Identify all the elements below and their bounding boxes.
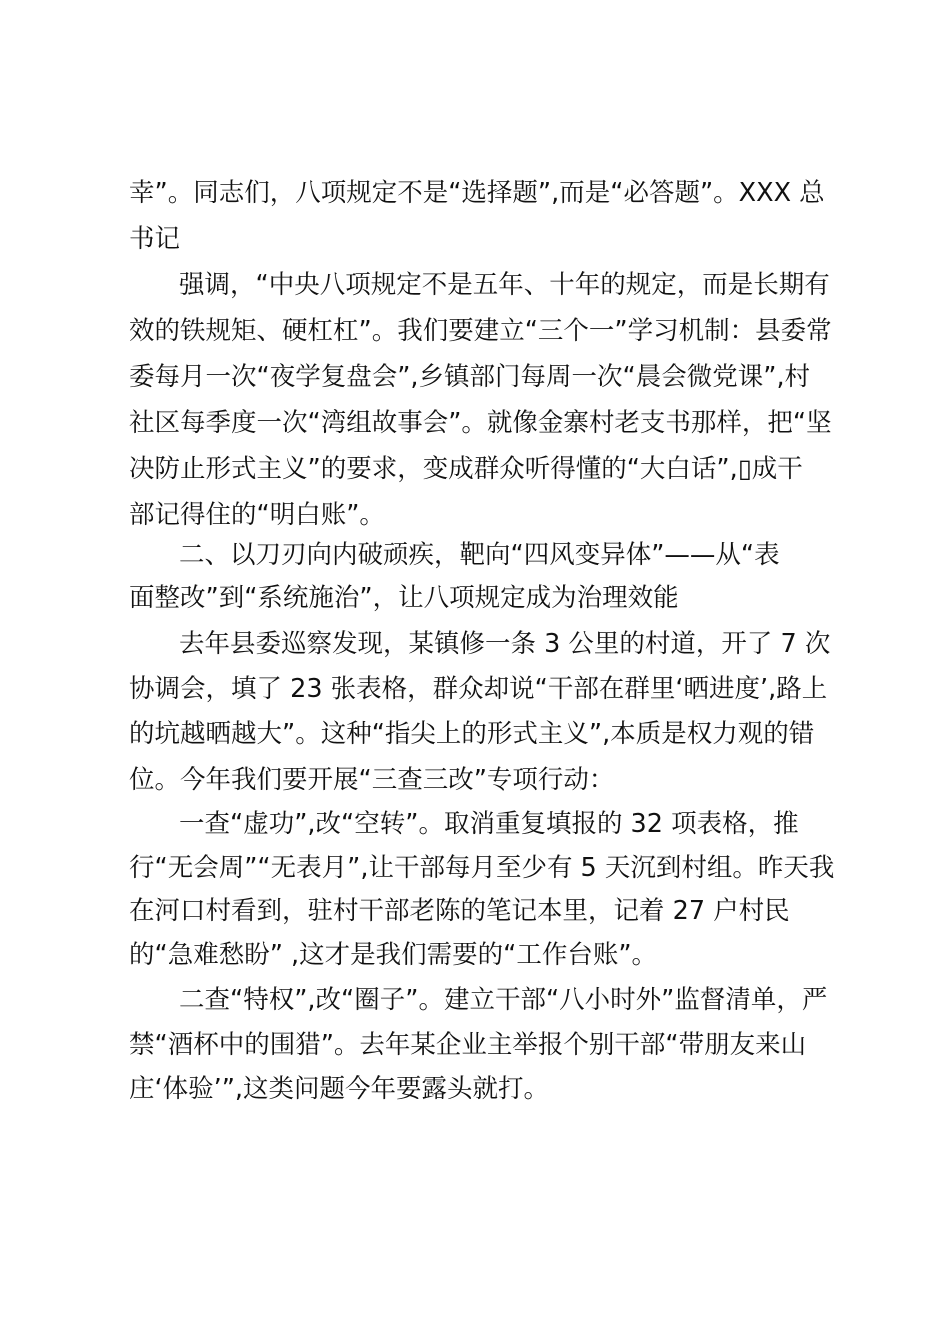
paragraph-line: 效的铁规矩、硬杠杠”。我们要建立“三个一”学习机制：县委常 bbox=[129, 316, 832, 346]
paragraph-line: 协调会，填了 23 张表格，群众却说“干部在群里‘晒进度’,路上 bbox=[129, 674, 828, 704]
paragraph-line: 决防止形式主义”的要求，变成群众听得懂的“大白话”,▯成干 bbox=[129, 454, 803, 484]
paragraph-line: 的“急难愁盼” ,这才是我们需要的“工作台账”。 bbox=[129, 940, 658, 970]
section-heading-line: 面整改”到“系统施治”，让八项规定成为治理效能 bbox=[129, 583, 679, 613]
paragraph-line: 在河口村看到，驻村干部老陈的笔记本里，记着 27 户村民 bbox=[129, 896, 790, 926]
paragraph-line: 幸”。同志们，八项规定不是“选择题”,而是“必答题”。XXX 总 bbox=[129, 178, 825, 208]
paragraph-line: 社区每季度一次“湾组故事会”。就像金寨村老支书那样，把“坚 bbox=[129, 408, 832, 438]
paragraph-line: 庄‘体验’”,这类问题今年要露头就打。 bbox=[129, 1074, 550, 1104]
paragraph-line: 部记得住的“明白账”。 bbox=[129, 500, 385, 530]
paragraph-line: 行“无会周”“无表月”,让干部每月至少有 5 天沉到村组。昨天我 bbox=[129, 853, 835, 883]
paragraph-line: 二查“特权”,改“圈子”。建立干部“八小时外”监督清单，严 bbox=[179, 985, 828, 1015]
paragraph-line: 位。今年我们要开展“三查三改”专项行动： bbox=[129, 765, 615, 795]
paragraph-line: 一查“虚功”,改“空转”。取消重复填报的 32 项表格，推 bbox=[179, 809, 799, 839]
section-heading-line: 二、以刀刃向内破顽疾，靶向“四风变异体”——从“表 bbox=[179, 540, 780, 570]
paragraph-line: 强调，“中央八项规定不是五年、十年的规定，而是长期有 bbox=[179, 270, 830, 300]
paragraph-line: 书记 bbox=[129, 224, 181, 254]
paragraph-line: 去年县委巡察发现，某镇修一条 3 公里的村道，开了 7 次 bbox=[179, 629, 831, 659]
paragraph-line: 的坑越晒越大”。这种“指尖上的形式主义”,本质是权力观的错 bbox=[129, 719, 815, 749]
paragraph-line: 委每月一次“夜学复盘会”,乡镇部门每周一次“晨会微党课”,村 bbox=[129, 362, 811, 392]
paragraph-line: 禁“酒杯中的围猎”。去年某企业主举报个别干部“带朋友来山 bbox=[129, 1030, 807, 1060]
